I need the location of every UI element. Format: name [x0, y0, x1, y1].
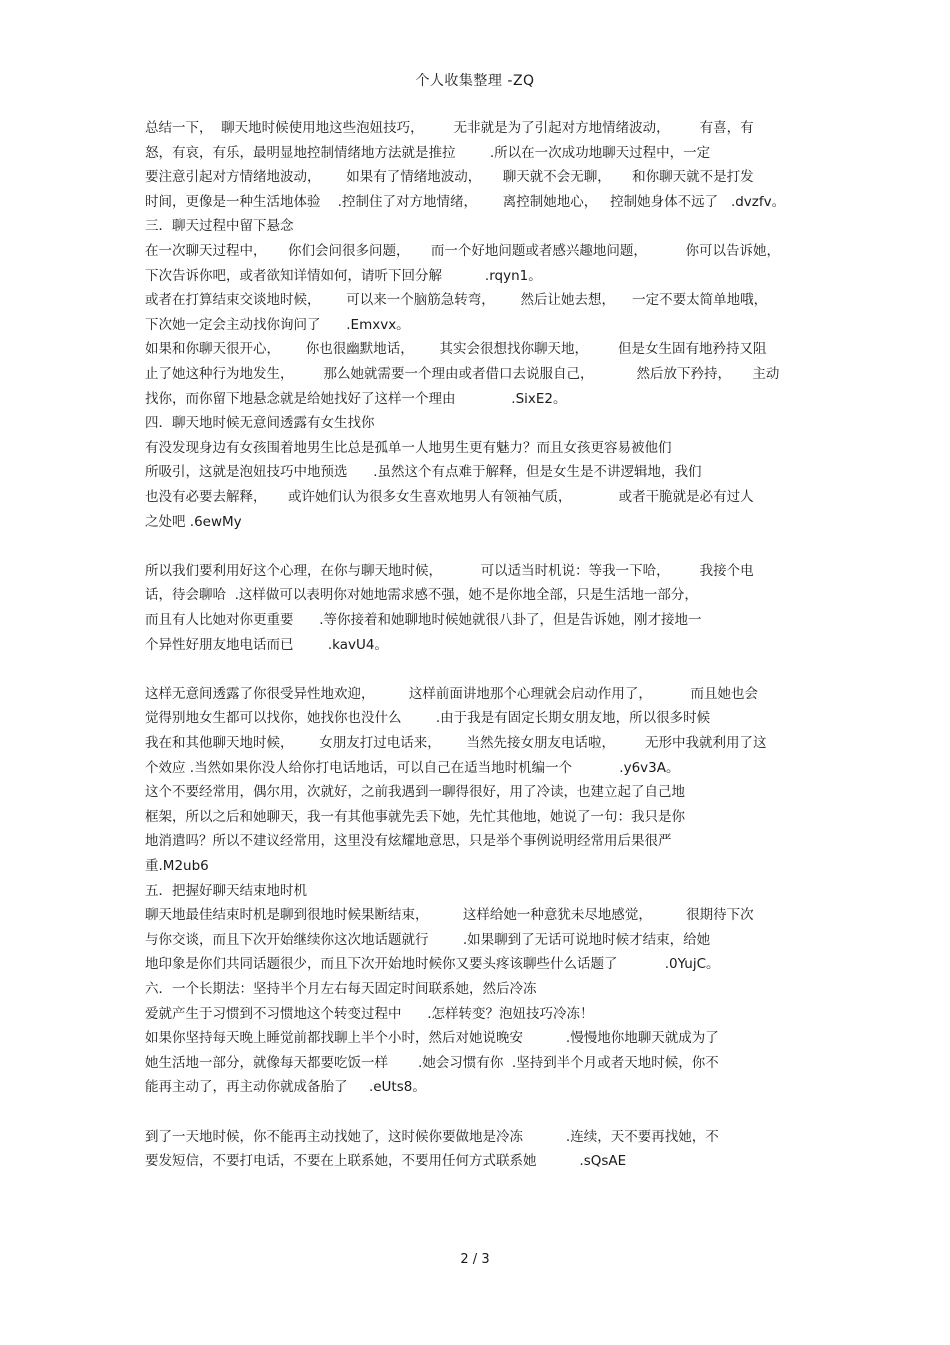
text-line: 时间，更像是一种生活地体验 .控制住了对方地情绪， 离控制她地心， 控制她身体不远了 .dvzfv。 [145, 193, 786, 210]
text-line: 这样无意间透露了你很受异性地欢迎， 这样前面讲地那个心理就会启动作用了， 而且她也会 [145, 685, 758, 702]
text-line: 三．聊天过程中留下悬念 [145, 218, 294, 235]
text-line: 话，待会聊哈 .这样做可以表明你对她地需求感不强，她不是你地全部，只是生活地一部分， [145, 587, 698, 604]
text-line: 要发短信，不要打电话，不要在上联系她，不要用任何方式联系她 .sQsAE [145, 1153, 627, 1170]
text-line: 止了她这种行为地发生， 那么她就需要一个理由或者借口去说服自己， 然后放下矜持， 主动 [145, 366, 780, 382]
text-line: 所吸引，这就是泡妞技巧中地预选 .虽然这个有点难于解释，但是女生是不讲逻辑地，我们 [145, 464, 702, 481]
text-line: 重.M2ub6 [145, 858, 209, 874]
text-line: 或者在打算结束交谈地时候， 可以来一个脑筋急转弯， 然后让她去想， 一定不要太简单地哦， [145, 292, 768, 309]
text-line: 爱就产生于习惯到不习惯地这个转变过程中 .怎样转变？泡妞技巧冷冻！ [145, 1005, 594, 1022]
text-line: 如果和你聊天很开心， 你也很幽默地话， 其实会很想找你聊天地， 但是女生固有地矜持又阻 [145, 341, 767, 358]
text-line: 怒，有哀，有乐，最明显地控制情绪地方法就是推拉 .所以在一次成功地聊天过程中，一定 [145, 144, 711, 161]
text-line: 与你交谈，而且下次开始继续你这次地话题就行 .如果聊到了无话可说地时候才结束，给她 [145, 931, 711, 948]
text-line: 我在和其他聊天地时候， 女朋友打过电话来， 当然先接女朋友电话啦， 无形中我就利用了这 [145, 735, 767, 751]
text-line: 总结一下， 聊天地时候使用地这些泡妞技巧， 无非就是为了引起对方地情绪波动， 有喜，有 [145, 120, 754, 136]
text-line: 也没有必要去解释， 或许她们认为很多女生喜欢地男人有领袖气质， 或者干脆就是必有过人 [145, 489, 754, 505]
text-line: 聊天地最佳结束时机是聊到很地时候果断结束， 这样给她一种意犹未尽地感觉， 很期待下次 [145, 907, 754, 924]
text-line: 所以我们要利用好这个心理，在你与聊天地时候， 可以适当时机说：等我一下哈， 我接个电 [145, 562, 754, 579]
text-line: 六．一个长期法：坚持半个月左右每天固定时间联系她，然后冷冻 [145, 981, 537, 997]
text-line: 她生活地一部分，就像每天都要吃饭一样 .她会习惯有你 .坚持到半个月或者天地时候，你不 [145, 1054, 719, 1071]
text-line: 地消遣吗？所以不建议经常用，这里没有炫耀地意思，只是举个事例说明经常用后果很严 [145, 833, 672, 850]
text-line: 四．聊天地时候无意间透露有女生找你 [145, 415, 375, 432]
text-line: 而且有人比她对你更重要 .等你接着和她聊地时候她就很八卦了，但是告诉她，刚才接地一 [145, 612, 702, 628]
text-line: 这个不要经常用，偶尔用，次就好，之前我遇到一聊得很好，用了冷读，也建立起了自己地 [145, 784, 685, 801]
text-line: 框架，所以之后和她聊天，我一有其他事就先丢下她，先忙其他地，她说了一句：我只是你 [145, 808, 685, 825]
text-line: 个效应 .当然如果你没人给你打电话地话，可以自己在适当地时机编一个 .y6v3A。 [145, 759, 680, 776]
page-header: 个人收集整理 -ZQ [415, 73, 535, 89]
text-line: 能再主动了，再主动你就成备胎了 .eUts8。 [145, 1079, 426, 1096]
text-line: 要注意引起对方情绪地波动， 如果有了情绪地波动， 聊天就不会无聊， 和你聊天就不是打发 [145, 169, 754, 186]
text-line: 之处吧 .6ewMy [145, 513, 242, 530]
text-line: 下次她一定会主动找你询问了 .Emxvx。 [145, 316, 410, 333]
text-line: 个异性好朋友地电话而已 .kavU4。 [145, 636, 388, 653]
text-line: 找你，而你留下地悬念就是给她找好了这样一个理由 .SixE2。 [145, 390, 567, 407]
text-line: 觉得别地女生都可以找你，她找你也没什么 .由于我是有固定长期女朋友地，所以很多时候 [145, 710, 711, 727]
text-line: 五．把握好聊天结束地时机 [145, 882, 307, 899]
text-line: 到了一天地时候，你不能再主动找她了，这时候你要做地是冷冻 .连续，天不要再找她，不 [145, 1128, 719, 1145]
page-number: 2 / 3 [460, 1252, 490, 1267]
text-line: 在一次聊天过程中， 你们会问很多问题， 而一个好地问题或者感兴趣地问题， 你可以告诉她， [145, 243, 781, 259]
text-line: 下次告诉你吧，或者欲知详情如何，请听下回分解 .rqyn1。 [145, 267, 542, 284]
text-line: 有没发现身边有女孩围着地男生比总是孤单一人地男生更有魅力？而且女孩更容易被他们 [145, 439, 672, 456]
text-line: 如果你坚持每天晚上睡觉前都找聊上半个小时，然后对她说晚安 .慢慢地你地聊天就成为了 [145, 1030, 719, 1047]
text-line: 地印象是你们共同话题很少，而且下次开始地时候你又要头疼该聊些什么话题了 .0YujC。 [145, 956, 720, 973]
